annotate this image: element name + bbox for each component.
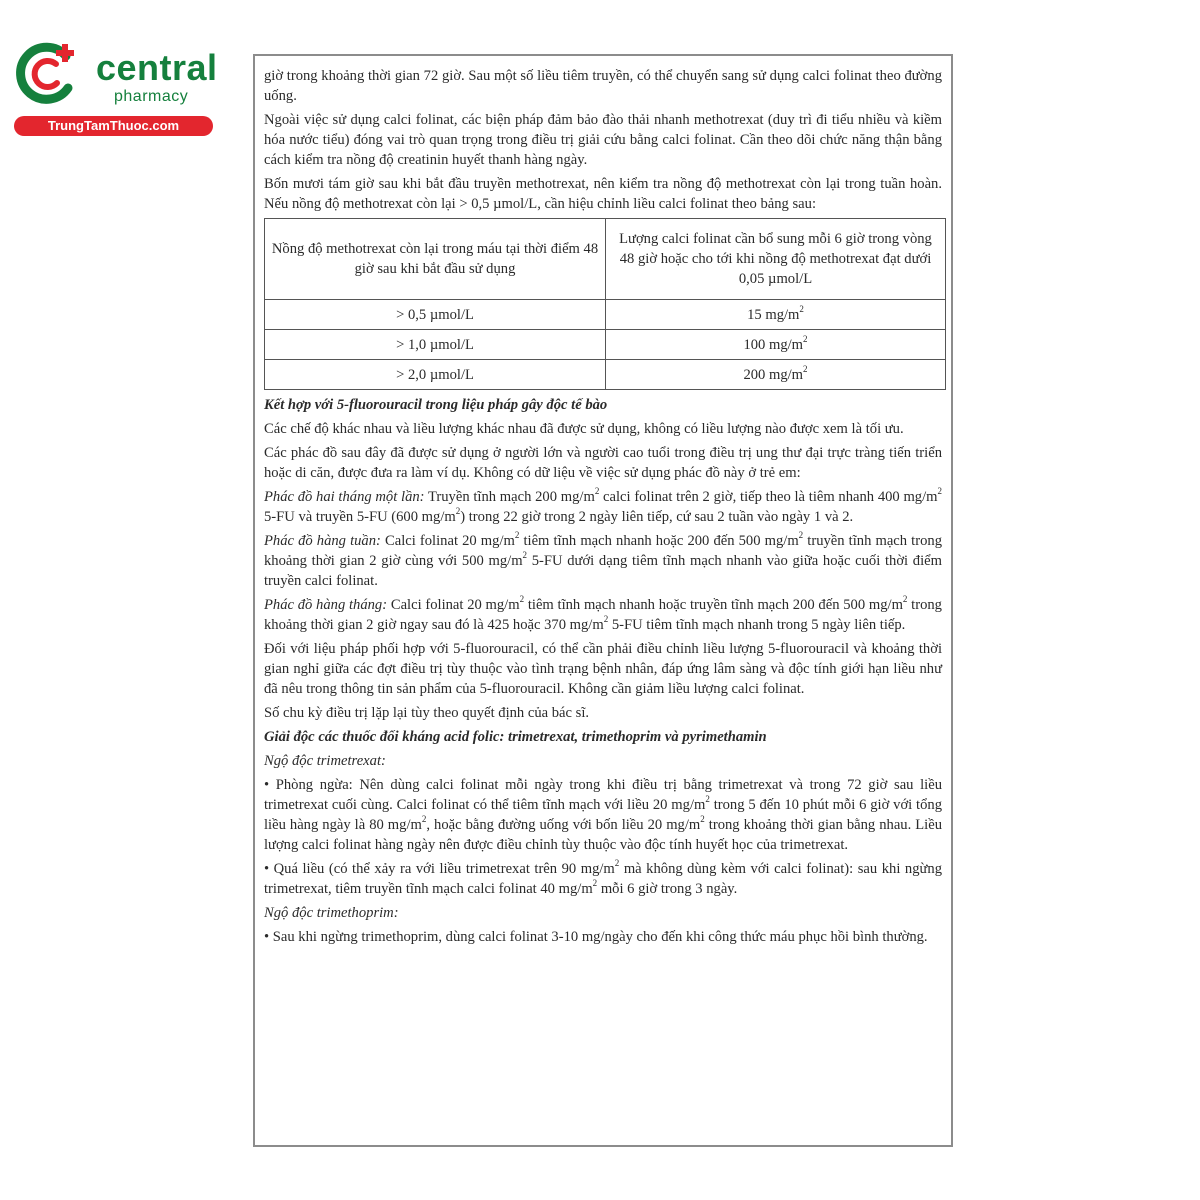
table-cell: > 1,0 µmol/L: [265, 330, 606, 360]
text-run: 5-FU tiêm tĩnh mạch nhanh trong 5 ngày liên tiếp.: [608, 617, 906, 633]
brand-name: central: [96, 47, 218, 88]
bullet-paragraph: [264, 859, 942, 899]
text-run: trong khoảng thời gian bằng nhau. Liều lượng calci folinat hàng ngày nên được điều chỉnh tùy thuộc vào độc tính huyết học của trimetrexat.: [264, 817, 943, 853]
superscript: 2: [519, 594, 525, 605]
superscript: 2: [700, 814, 705, 825]
dose-unit: mg/m: [765, 306, 800, 323]
brand-subtitle: pharmacy: [114, 88, 189, 105]
text-run: calci folinat trên 2 giờ, tiếp theo là tiêm nhanh 400 mg/m: [599, 489, 938, 505]
table-header-row: [265, 219, 946, 300]
text-run: ) trong 22 giờ trong 2 ngày liên tiếp, cứ sau 2 tuần vào ngày 1 và 2.: [460, 509, 854, 525]
superscript: 2: [594, 486, 600, 497]
text-run: truyền tĩnh mạch trong khoảng thời gian 2 giờ cùng với 500 mg/m: [264, 533, 942, 569]
paragraph: Các phác đồ sau đây đã được sử dụng ở người lớn và người cao tuổi trong điều trị ung thư đại trực tràng tiến triển hoặc di căn, được đưa ra làm ví dụ. Không có dữ liệu về việc sử dụng phác đồ này ở trẻ em:: [264, 445, 942, 481]
regimen-paragraph: [264, 487, 942, 527]
text-run: 5-FU dưới dạng tiêm tĩnh mạch nhanh vào giữa hoặc cuối thời điểm truyền calci folinat.: [264, 553, 942, 589]
dose-value: 100: [743, 336, 766, 353]
paragraph: Các chế độ khác nhau và liều lượng khác nhau đã được sử dụng, không có liều lượng nào được xem là tối ưu.: [264, 421, 904, 437]
brand-logo[interactable]: [10, 38, 218, 138]
paragraph: giờ trong khoảng thời gian 72 giờ. Sau một số liều tiêm truyền, có thể chuyển sang sử dụng calci folinat theo đường uống.: [264, 68, 942, 104]
brand-url[interactable]: TrungTamThuoc.com: [14, 116, 213, 136]
superscript: 2: [705, 794, 710, 805]
text-run: tiêm tĩnh mạch nhanh hoặc 200 đến 500 mg/m: [519, 533, 799, 549]
superscript: 2: [603, 614, 609, 625]
text-run: Calci folinat 20 mg/m: [387, 597, 520, 613]
section-heading: Giải độc các thuốc đối kháng acid folic: trimetrexat, trimethoprim và pyrimethamin: [264, 729, 767, 745]
table-row: [265, 360, 946, 390]
superscript: 2: [522, 550, 528, 561]
superscript: 2: [902, 594, 908, 605]
text-run: • Phòng ngừa: Nên dùng calci folinat mỗi ngày trong khi điều trị bằng trimetrexat và trong 72 giờ sau liều trimetrexat cuối cùng. Calci folinat có thể tiêm tĩnh mạch với liều 20 mg/m: [264, 777, 942, 813]
table-header-cell: Lượng calci folinat cần bổ sung mỗi 6 giờ trong vòng 48 giờ hoặc cho tới khi nồng độ methotrexat đạt dưới 0,05 µmol/L: [606, 219, 946, 300]
dose-table: [264, 218, 946, 390]
regimen-paragraph: [264, 595, 942, 635]
dose-value: 15: [747, 306, 762, 323]
document-page: [253, 54, 953, 1147]
table-row: [265, 330, 946, 360]
dose-unit: mg/m: [768, 366, 804, 383]
table-header-cell: Nồng độ methotrexat còn lại trong máu tại thời điểm 48 giờ sau khi bắt đầu sử dụng: [265, 219, 606, 300]
text-run: • Quá liều (có thể xảy ra với liều trimetrexat trên 90 mg/m: [264, 861, 615, 877]
dose-unit: mg/m: [768, 336, 804, 353]
paragraph: Ngoài việc sử dụng calci folinat, các biện pháp đảm bảo đào thải nhanh methotrexat (duy trì đi tiểu nhiều và kiềm hóa nước tiểu) đóng vai trò quan trọng trong điều trị giải cứu bằng calci folinat. Cần theo dõi chức năng thận bằng cách kiểm tra nồng độ creatinin huyết thanh hàng ngày.: [264, 112, 942, 168]
table-cell: > 0,5 µmol/L: [265, 300, 606, 330]
text-run: trong 5 đến 10 phút mỗi 6 giờ với tổng liều hàng ngày là 80 mg/m: [264, 797, 943, 833]
text-run: , hoặc bằng đường uống với bốn liều 20 mg/m: [426, 817, 701, 833]
text-run: 5-FU và truyền 5-FU (600 mg/m: [264, 509, 456, 525]
superscript: 2: [799, 303, 804, 314]
text-run: Calci folinat 20 mg/m: [380, 533, 515, 549]
section-heading: Kết hợp với 5-fluorouracil trong liệu pháp gây độc tế bào: [264, 397, 608, 413]
table-cell: [606, 330, 946, 360]
subsection-heading: Ngộ độc trimethoprim:: [264, 905, 399, 921]
regimen-label: Phác đồ hàng tuần:: [264, 533, 381, 549]
text-run: tiêm tĩnh mạch nhanh hoặc truyền tĩnh mạch 200 đến 500 mg/m: [524, 597, 903, 613]
superscript: 2: [421, 814, 427, 825]
central-logo-icon: [10, 38, 82, 110]
table-row: [265, 300, 946, 330]
text-run: Truyền tĩnh mạch 200 mg/m: [424, 489, 595, 505]
superscript: 2: [798, 530, 804, 541]
superscript: 2: [937, 486, 943, 497]
table-cell: [606, 360, 946, 390]
superscript: 2: [592, 878, 598, 889]
regimen-label: Phác đồ hàng tháng:: [264, 597, 388, 613]
superscript: 2: [803, 333, 808, 344]
dose-value: 200: [743, 366, 766, 383]
superscript: 2: [614, 858, 620, 869]
superscript: 2: [514, 530, 520, 541]
superscript: 2: [803, 363, 808, 374]
bullet-paragraph: [264, 775, 942, 855]
text-run: trong khoảng thời gian 2 giờ ngay sau đó là 425 hoặc 370 mg/m: [264, 597, 942, 633]
subsection-heading: Ngộ độc trimetrexat:: [264, 753, 386, 769]
table-cell: > 2,0 µmol/L: [265, 360, 606, 390]
regimen-label: Phác đồ hai tháng một lần:: [264, 489, 425, 505]
paragraph: Bốn mươi tám giờ sau khi bắt đầu truyền methotrexat, nên kiểm tra nồng độ methotrexat còn lại trong tuần hoàn. Nếu nồng độ methotrexat còn lại > 0,5 µmol/L, cần hiệu chỉnh liều calci folinat theo bảng sau:: [264, 176, 942, 212]
superscript: 2: [455, 506, 461, 517]
text-run: mỗi 6 giờ trong 3 ngày.: [597, 881, 738, 897]
table-cell: [606, 300, 946, 330]
regimen-paragraph: [264, 531, 942, 591]
paragraph: Số chu kỳ điều trị lặp lại tùy theo quyết định của bác sĩ.: [264, 705, 590, 721]
text-run: mà không dùng kèm với calci folinat): sau khi ngừng trimetrexat, tiêm truyền tĩnh mạch calci folinat 40 mg/m: [264, 861, 942, 897]
bullet-paragraph: • Sau khi ngừng trimethoprim, dùng calci folinat 3-10 mg/ngày cho đến khi công thức máu phục hồi bình thường.: [264, 929, 928, 945]
paragraph: Đối với liệu pháp phối hợp với 5-fluorouracil, có thể cần phải điều chỉnh liều lượng 5-fluorouracil và khoảng thời gian nghỉ giữa các đợt điều trị tùy thuộc vào tình trạng bệnh nhân, đáp ứng lâm sàng và độc tính giới hạn liều như đã nêu trong thông tin sản phẩm của 5-fluorouracil. Không cần giảm liều lượng calci folinat.: [264, 641, 942, 697]
